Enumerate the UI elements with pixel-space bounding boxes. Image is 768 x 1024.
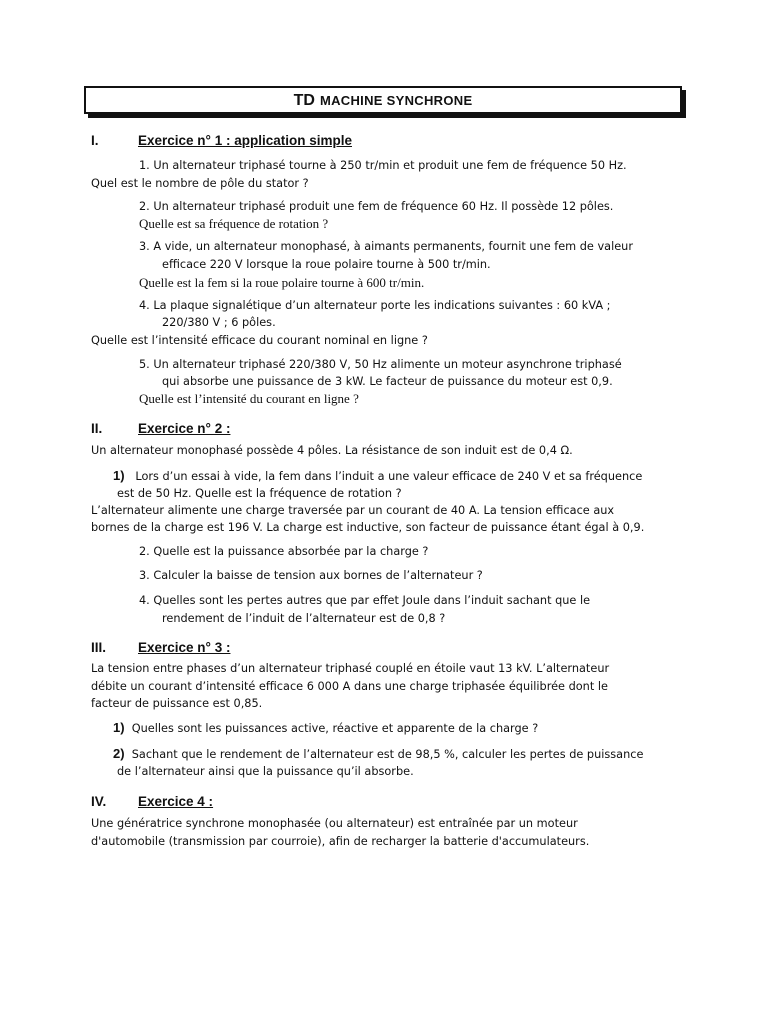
- ex2-paragraph-line2: bornes de la charge est 196 V. La charge est inductive, son facteur de puissance étant égal à 0,9.: [91, 521, 645, 534]
- ex1-q5-line3: Quelle est l’intensité du courant en ligne ?: [139, 391, 359, 406]
- ex3-q1-number: 1): [113, 720, 125, 735]
- section-title: Exercice n° 2 :: [138, 421, 231, 436]
- ex4-line1: Une génératrice synchrone monophasée (ou alternateur) est entraînée par un moteur: [91, 817, 578, 830]
- ex2-q1-text: Lors d’un essai à vide, la fem dans l’induit a une valeur efficace de 240 V et sa fréquence: [135, 470, 643, 483]
- ex3-q2-text: Sachant que le rendement de l’alternateur est de 98,5 %, calculer les pertes de puissance: [131, 748, 644, 761]
- section-number: II.: [91, 421, 103, 436]
- ex3-q2-line2: de l’alternateur ainsi que la puissance qu’il absorbe.: [117, 765, 414, 778]
- ex1-q3-line1: 3. A vide, un alternateur monophasé, à aimants permanents, fournit une fem de valeur: [139, 240, 633, 253]
- ex1-q1-line2: Quel est le nombre de pôle du stator ?: [91, 177, 309, 190]
- section-title: Exercice n° 3 :: [138, 640, 231, 655]
- section-title: Exercice n° 1 : application simple: [138, 133, 352, 148]
- ex1-q3-line3: Quelle est la fem si la roue polaire tourne à 600 tr/min.: [139, 275, 425, 290]
- ex1-q1-line1: 1. Un alternateur triphasé tourne à 250 tr/min et produit une fem de fréquence 50 Hz.: [139, 159, 627, 172]
- section-3-heading: [91, 640, 230, 655]
- section-1-heading: [91, 133, 352, 148]
- ex1-q5-line2: qui absorbe une puissance de 3 kW. Le facteur de puissance du moteur est 0,9.: [162, 375, 613, 388]
- ex1-q3-line2: efficace 220 V lorsque la roue polaire tourne à 500 tr/min.: [162, 258, 491, 271]
- ex1-q2-line2: Quelle est sa fréquence de rotation ?: [139, 216, 329, 231]
- ex2-paragraph-line1: L’alternateur alimente une charge traversée par un courant de 40 A. La tension efficace aux: [91, 504, 615, 517]
- ex3-intro-line3: facteur de puissance est 0,85.: [91, 697, 263, 710]
- ex3-q1: [113, 719, 538, 737]
- section-4-heading: [91, 794, 213, 809]
- section-2-heading: [91, 421, 230, 436]
- ex1-q5-line1: 5. Un alternateur triphasé 220/380 V, 50 Hz alimente un moteur asynchrone triphasé: [139, 358, 622, 371]
- ex2-q4-line2: rendement de l’induit de l’alternateur est de 0,8 ?: [162, 612, 446, 625]
- section-number: I.: [91, 133, 99, 148]
- ex1-q2-line1: 2. Un alternateur triphasé produit une fem de fréquence 60 Hz. Il possède 12 pôles.: [139, 200, 614, 213]
- ex2-q1-line1: [113, 467, 642, 485]
- section-number: IV.: [91, 794, 107, 809]
- ex1-q4-line2: 220/380 V ; 6 pôles.: [162, 316, 276, 329]
- section-number: III.: [91, 640, 107, 655]
- ex2-q1-number: 1): [113, 468, 125, 483]
- title-rest: MACHINE SYNCHRONE: [319, 93, 473, 108]
- ex1-q4-line3: Quelle est l’intensité efficace du courant nominal en ligne ?: [91, 334, 428, 347]
- ex3-q1-text: Quelles sont les puissances active, réactive et apparente de la charge ?: [131, 722, 539, 735]
- ex1-q4-line1: 4. La plaque signalétique d’un alternateur porte les indications suivantes : 60 kVA ;: [139, 299, 611, 312]
- ex3-intro-line2: débite un courant d’intensité efficace 6 000 A dans une charge triphasée équilibrée dont le: [91, 680, 608, 693]
- ex2-q3: 3. Calculer la baisse de tension aux bornes de l’alternateur ?: [139, 569, 483, 582]
- ex2-intro: Un alternateur monophasé possède 4 pôles. La résistance de son induit est de 0,4 Ω.: [91, 444, 573, 457]
- ex3-q2-number: 2): [113, 746, 125, 761]
- ex4-line2: d'automobile (transmission par courroie), afin de recharger la batterie d'accumulateurs.: [91, 835, 590, 848]
- ex3-q2-line1: [113, 745, 643, 763]
- title-td: TD: [293, 92, 315, 109]
- ex2-q2: 2. Quelle est la puissance absorbée par la charge ?: [139, 545, 429, 558]
- section-title: Exercice 4 :: [138, 794, 214, 809]
- title-box: [84, 86, 682, 114]
- ex2-q4-line1: 4. Quelles sont les pertes autres que par effet Joule dans l’induit sachant que le: [139, 594, 591, 607]
- ex2-q1-line2: est de 50 Hz. Quelle est la fréquence de rotation ?: [117, 487, 402, 500]
- ex3-intro-line1: La tension entre phases d’un alternateur triphasé couplé en étoile vaut 13 kV. L’alternateur: [91, 662, 610, 675]
